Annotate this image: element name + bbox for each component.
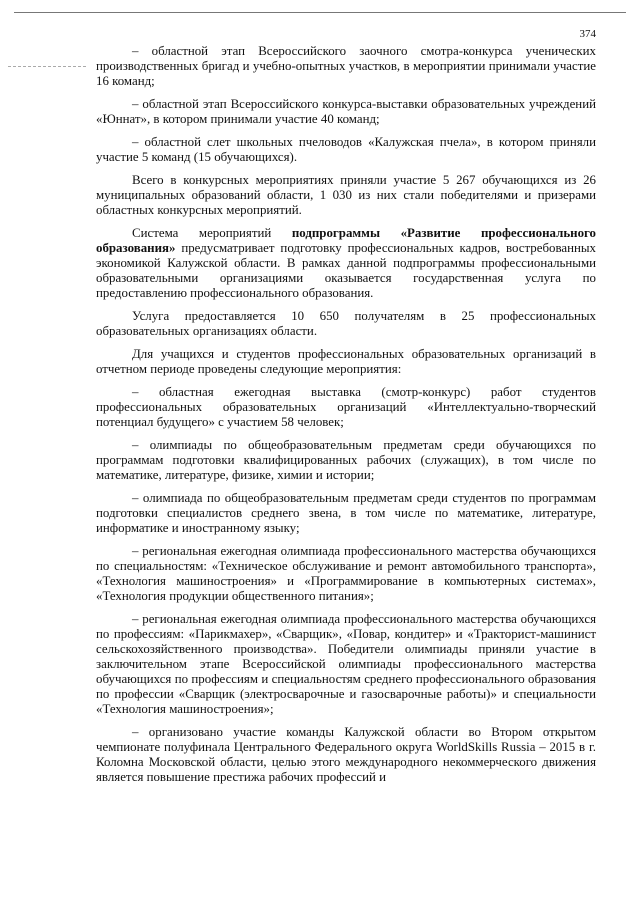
list-item-olympiad-professions: – региональная ежегодная олимпиада профессионального мастерства обучающихся по профессиям: «Парикмахер», «Сварщик», «Повар, кондитер» и «Тракторист-машинист сельскохозяйственного производства». Победители олимпиады приняли участие в заключительном этапе Всероссийской олимпиады профессионального мастерства обучающихся по профессиям и специальностям среднего профессионального образования по профессии «Сварщик (электросварочные и газосварочные работы)» и специальности «Технология машиностроения»; [96, 612, 596, 716]
document-body [96, 44, 596, 793]
list-item-worldskills: – организовано участие команды Калужской области во Втором открытом чемпионате полуфинала Центрального Федерального округа WorldSkills Russia – 2015 в г. Коломна Московской области, целью этого международного некоммерческого движения является повышение престижа рабочих профессий и [96, 725, 596, 784]
list-item-creative-exhibition: – областная ежегодная выставка (смотр-конкурс) работ студентов профессиональных образовательных организаций «Интеллектуально-творческий потенциал будущего» с участием 58 человек; [96, 385, 596, 429]
scan-margin-mark [8, 66, 86, 67]
list-item-olympiad-specialists: – олимпиада по общеобразовательным предметам среди студентов по программам подготовки специалистов среднего звена, в том числе по математике, литературе, информатике и иностранному языку; [96, 491, 596, 535]
list-item-olympiad-specialties: – региональная ежегодная олимпиада профессионального мастерства обучающихся по специальностям: «Техническое обслуживание и ремонт автомобильного транспорта», «Технология машиностроения» и «Программирование в компьютерных системах», «Технология продукции общественного питания»; [96, 544, 596, 603]
subprogram-text-before: Система мероприятий [132, 226, 292, 240]
list-item-olympiad-workers: – олимпиады по общеобразовательным предметам среди обучающихся по программам подготовки квалифицированных рабочих (служащих), в том числе по математике, литературе, физике, химии и истории; [96, 438, 596, 482]
subprogram-paragraph [96, 226, 596, 301]
service-paragraph: Услуга предоставляется 10 650 получателям в 25 профессиональных образовательных организациях области. [96, 309, 596, 338]
subprogram-title: подпрограммы «Развитие профессионального образования» [96, 226, 596, 255]
summary-paragraph: Всего в конкурсных мероприятиях приняли участие 5 267 обучающихся из 26 муниципальных образований области, 1 030 из них стали победителями и призерами областных конкурсных мероприятий. [96, 173, 596, 217]
list-item-beekeepers-rally: – областной слет школьных пчеловодов «Калужская пчела», в котором приняли участие 5 команд (15 обучающихся). [96, 135, 596, 164]
list-item-production-brigades: – областной этап Всероссийского заочного смотра-конкурса ученических производственных бригад и учебно-опытных участков, в мероприятии принимали участие 16 команд; [96, 44, 596, 88]
page-number: 374 [579, 28, 596, 40]
subprogram-text-after: предусматривает подготовку профессиональных кадров, востребованных экономикой Калужской области. В рамках данной подпрограммы профессиональными образовательными организациями оказывается государственная услуга по предоставлению профессионального образования. [96, 241, 596, 300]
events-intro-paragraph: Для учащихся и студентов профессиональных образовательных организаций в отчетном периоде проведены следующие мероприятия: [96, 347, 596, 376]
scan-top-rule [14, 12, 626, 13]
list-item-yunnat-exhibition: – областной этап Всероссийского конкурса-выставки образовательных учреждений «Юннат», в котором принимали участие 40 команд; [96, 97, 596, 126]
